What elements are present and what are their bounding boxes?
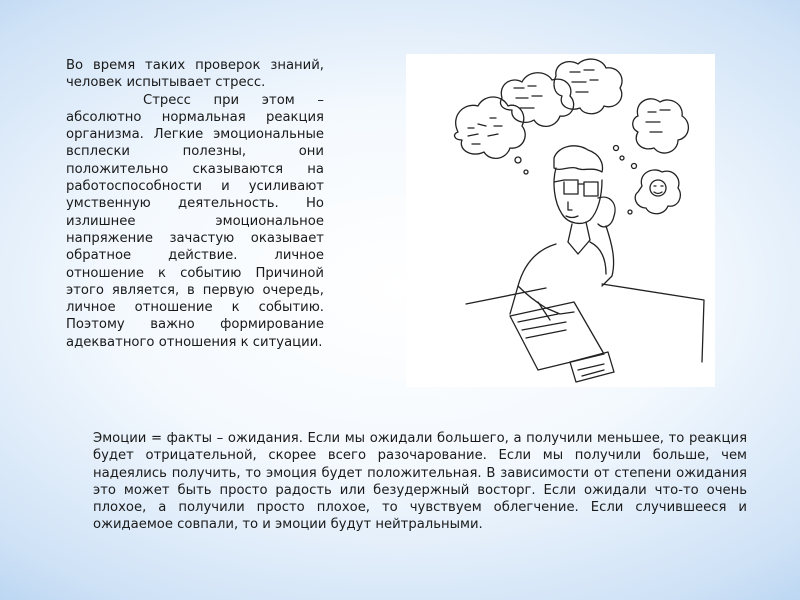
hair [554, 146, 602, 172]
upper-text-intro: Во время таких проверок знаний, человек испытывает стресс. [66, 58, 324, 91]
collar [568, 240, 590, 254]
upper-text-body: Стресс при этом – абсолютно нормальная реакция организма. Легкие эмоциональные всплески полезны, они положительно сказываются на работоспособности и усиливают умственную деятельность. Но излишнее эмоциональное напряжение зачастую оказывает обратное действие. личное отношение к событию Причиной этого является, в первую очередь, личное отношение к событию. Поэтому важно формирование адекватного отношения к ситуации. [66, 92, 324, 350]
writing-arm [518, 286, 574, 314]
glasses [554, 180, 598, 196]
upper-text-block [66, 57, 324, 351]
neck [568, 222, 590, 242]
thought-bubble-2 [500, 73, 573, 127]
thought-bubble-3 [554, 59, 622, 114]
desk-edge [466, 284, 704, 362]
illustration-frame [406, 54, 715, 387]
lower-text-paragraph: Эмоции = факты – ожидания. Если мы ожидали большего, а получили меньшее, то реакция будет отрицательной, скорее всего разочарование. Если мы получили больше, чем надеялись получить, то эмоция будет положительная. В зависимости от степени ожидания это может быть просто радость или безудержный восторг. Если ожидали что-то очень плохое, а получили просто плохое, то чувствуем облегчение. Если случившееся и ожидаемое совпали, то и эмоции будут нейтральными. [93, 431, 747, 533]
arm-to-head [602, 226, 614, 286]
student-sketch-image [406, 54, 715, 387]
hand-on-head [598, 197, 615, 227]
thought-bubble-1 [455, 97, 526, 158]
thought-bubble-4 [633, 99, 689, 153]
lower-text-block [93, 430, 747, 534]
thought-bubble-5 [635, 170, 680, 214]
body [510, 242, 606, 314]
